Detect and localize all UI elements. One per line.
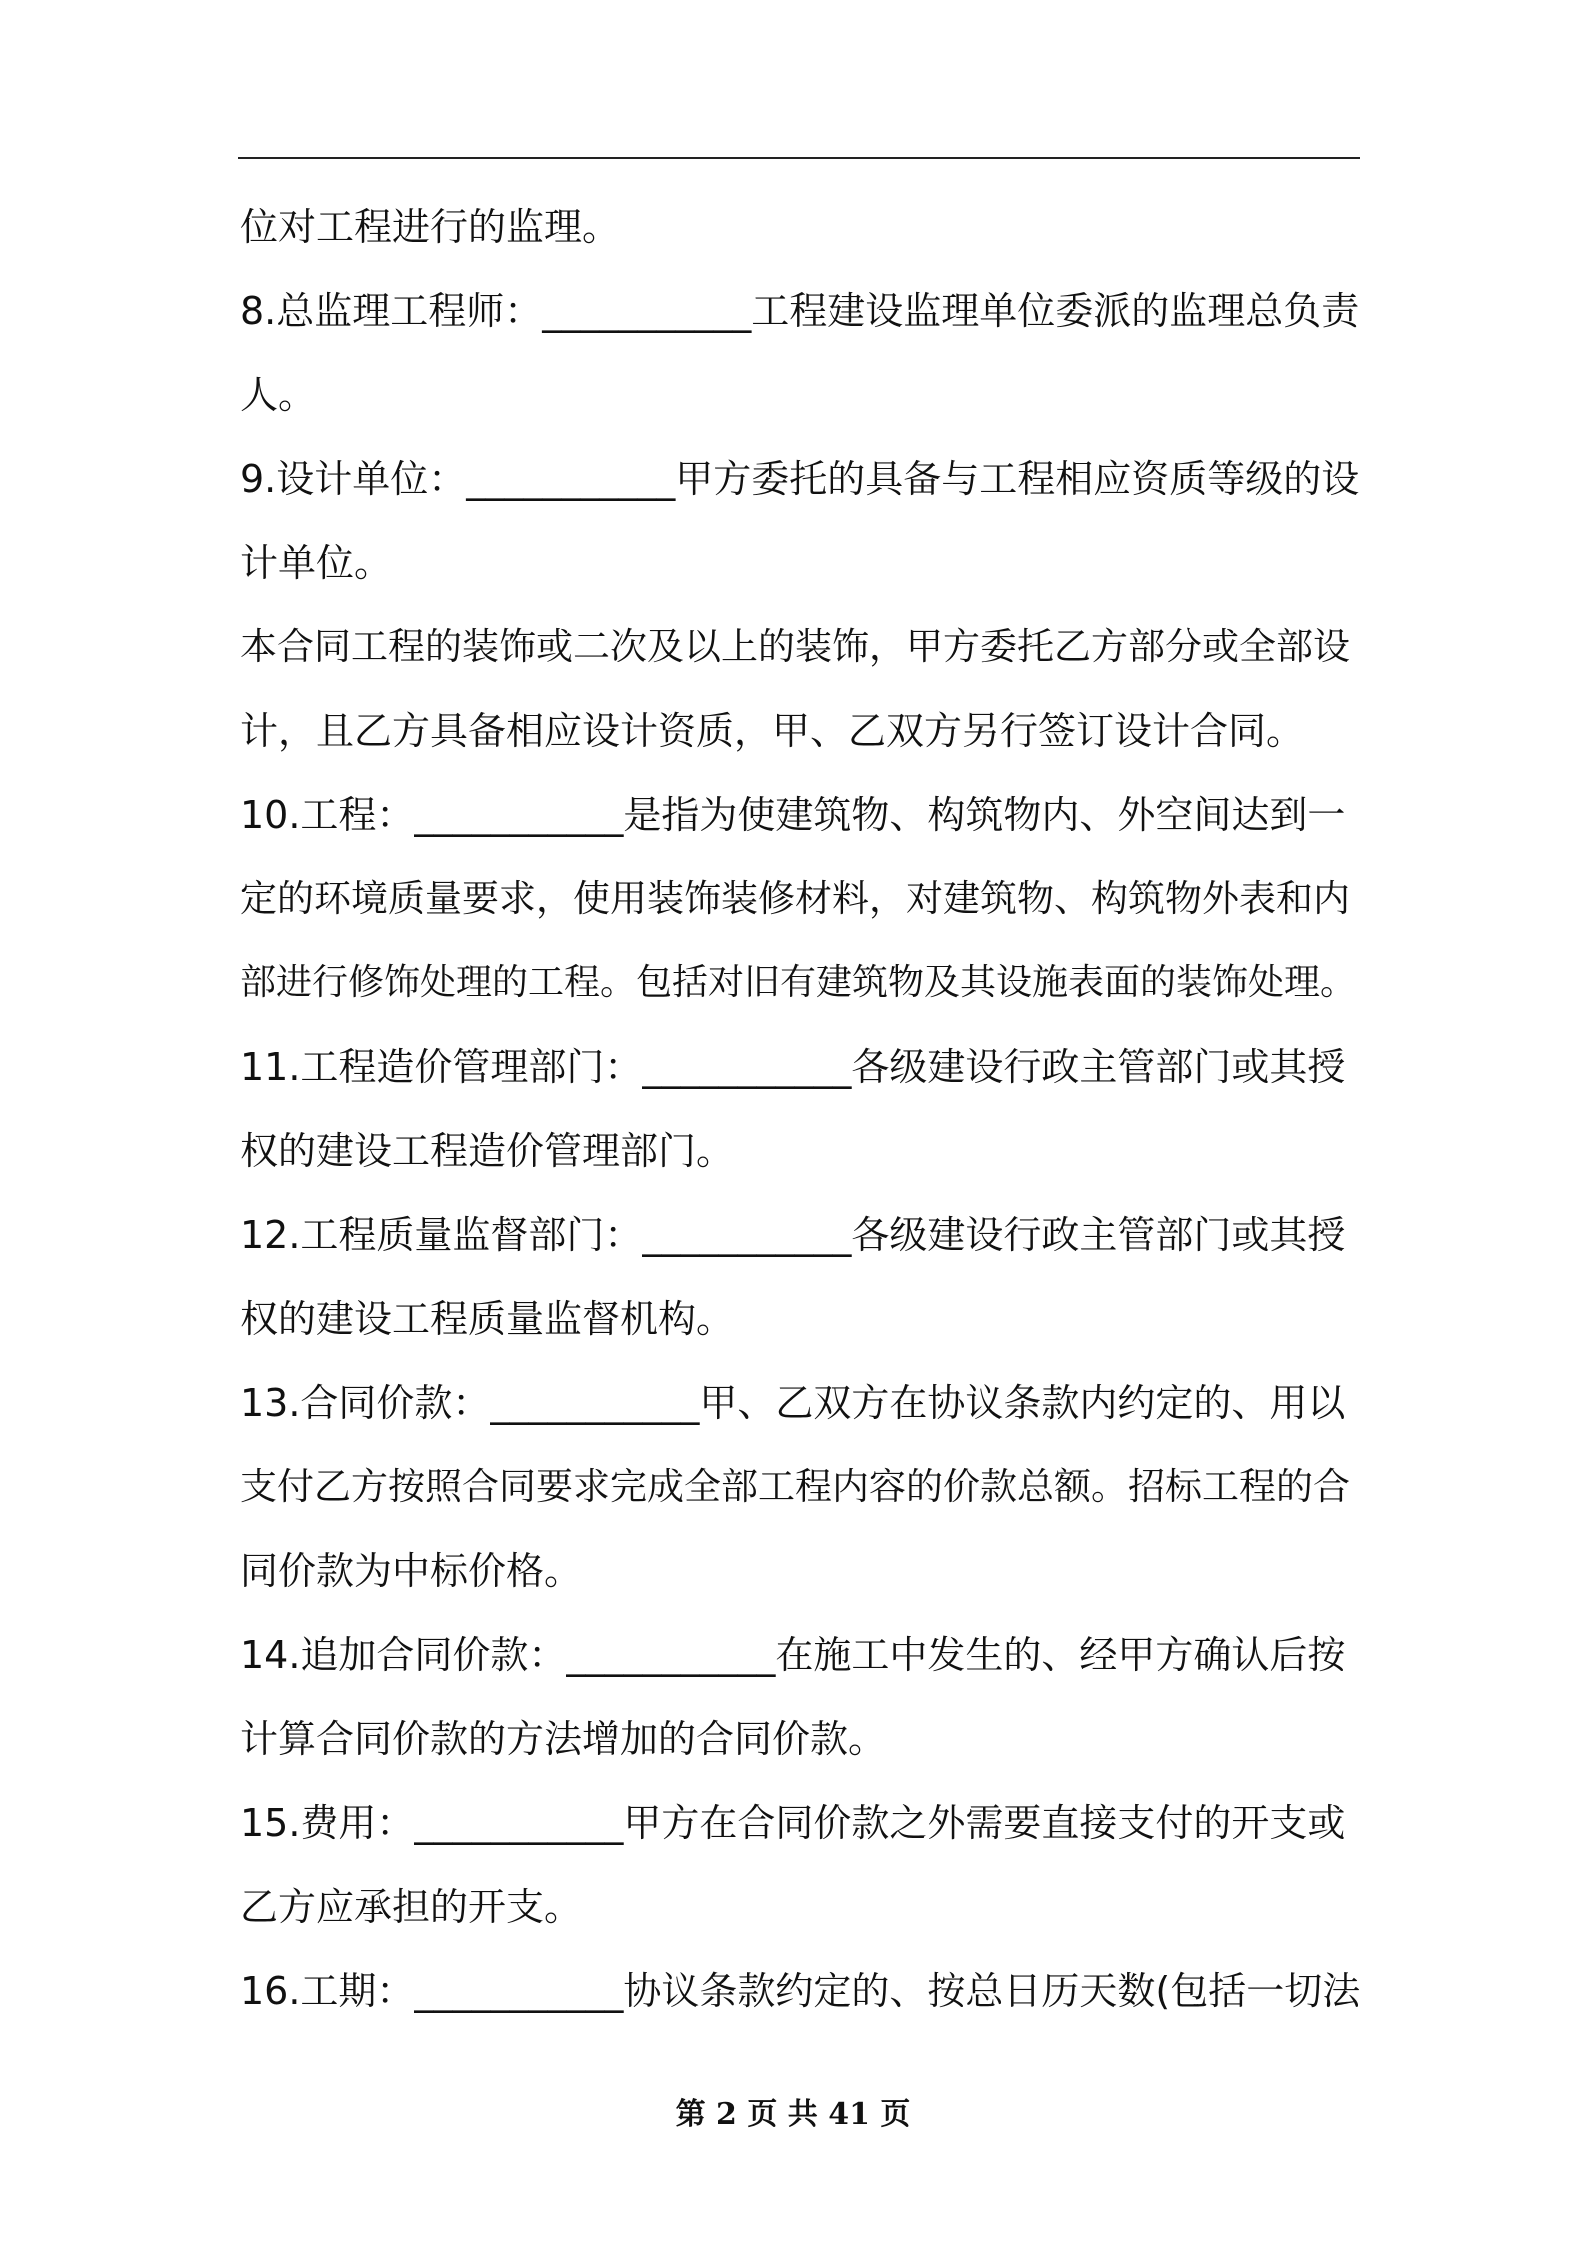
text-line: 位对工程进行的监理。 — [240, 205, 621, 249]
text-line: 同价款为中标价格。 — [240, 1549, 583, 1593]
text-line: 8.总监理工程师：___________工程建设监理单位委派的监理总负责 — [240, 289, 1360, 333]
text-line: 13.合同价款：___________甲、乙双方在协议条款内约定的、用以 — [240, 1381, 1346, 1425]
text-line: 权的建设工程造价管理部门。 — [240, 1129, 735, 1173]
text-line: 16.工期：___________协议条款约定的、按总日历天数(包括一切法 — [240, 1969, 1361, 2013]
text-line: 本合同工程的装饰或二次及以上的装饰，甲方委托乙方部分或全部设 — [240, 625, 1350, 668]
text-line: 人。 — [240, 373, 317, 417]
text-line: 14.追加合同价款：___________在施工中发生的、经甲方确认后按 — [240, 1633, 1346, 1677]
text-line: 12.工程质量监督部门：___________各级建设行政主管部门或其授 — [240, 1213, 1346, 1257]
text-line: 权的建设工程质量监督机构。 — [240, 1297, 735, 1341]
document-body — [240, 185, 1360, 2033]
text-line: 计单位。 — [240, 541, 393, 585]
text-line: 计算合同价款的方法增加的合同价款。 — [240, 1717, 887, 1761]
text-line: 支付乙方按照合同要求完成全部工程内容的价款总额。招标工程的合 — [240, 1465, 1350, 1508]
text-line: 部进行修饰处理的工程。包括对旧有建筑物及其设施表面的装饰处理。 — [240, 962, 1357, 1003]
text-line: 9.设计单位：___________甲方委托的具备与工程相应资质等级的设 — [240, 457, 1360, 501]
text-line: 定的环境质量要求，使用装饰装修材料，对建筑物、构筑物外表和内 — [240, 877, 1350, 920]
page-number: 第 2 页 共 41 页 — [675, 2097, 911, 2132]
text-line: 10.工程：___________是指为使建筑物、构筑物内、外空间达到一 — [240, 793, 1346, 837]
text-line: 15.费用：___________甲方在合同价款之外需要直接支付的开支或 — [240, 1801, 1346, 1845]
text-line: 乙方应承担的开支。 — [240, 1885, 583, 1929]
header-rule — [238, 157, 1360, 159]
text-line: 11.工程造价管理部门：___________各级建设行政主管部门或其授 — [240, 1045, 1346, 1089]
text-line: 计，且乙方具备相应设计资质，甲、乙双方另行签订设计合同。 — [240, 709, 1305, 753]
